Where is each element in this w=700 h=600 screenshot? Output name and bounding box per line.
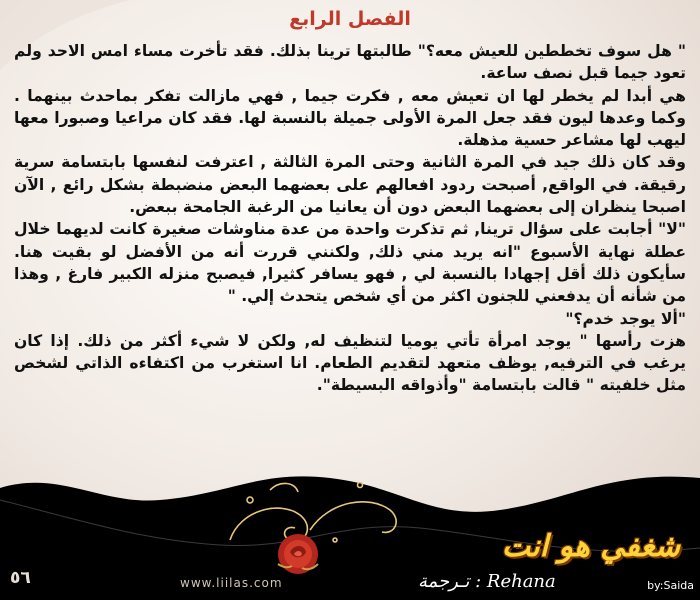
site-url[interactable]: www.liilas.com xyxy=(180,576,283,590)
chapter-title: الفصل الرابع xyxy=(289,8,411,30)
translator-credit: Rehana : تـرجمة xyxy=(418,571,556,592)
author-byline: by:Saida xyxy=(647,579,694,592)
paragraph: هي أبدا لم يخطر لها ان تعيش معه , فكرت جيما , فهي مازالت تفكر بماحدث بينهما . وكما وعدها ليون فقد جعل المرة الأولى جميلة بالنسبة لها. فقد كان مراعيا وصبورا معها ليهب لها مشاعر حسية مذهلة. xyxy=(14,86,686,150)
paragraph: "ألا يوجد خدم؟" xyxy=(565,309,686,328)
paragraph: "لا" أجابت على سؤال ترينا, ثم تذكرت واحدة من عدة مناوشات صغيرة كانت لديهما خلال عطلة نهاية الأسبوع "انه يريد مني ذلك, ولكنني قررت أنه من الأفضل لو بقيت هنا. سأيكون ذلك أقل إجهادا بالنسبة لي , فهو يسافر كثيرا, فيصبح منزله الكبير فارغ , وهذا من شأنه أن يدفعني للجنون اكثر من أي شخص يتحدث إلي. " xyxy=(14,220,686,306)
paragraph: " هل سوف تخططين للعيش معه؟" طالبتها ترينا بذلك. فقد تأخرت مساء امس الاحد ولم تعود جيما قبل نصف ساعة. xyxy=(14,42,686,83)
paragraph: وقد كان ذلك جيد في المرة الثانية وحتى المرة الثالثة , اعترفت لنفسها بابتسامة سرية رقيقة. في الواقع, أصبحت ردود افعالهم على بعضهما البعض منضبطة بشكل رائع , الآن اصبحا ينظران إلى بعضهما البعض دون أن يعانيا من الرغبة الجامحة ببعض. xyxy=(14,153,686,217)
page-number: ٥٦ xyxy=(10,568,31,588)
paragraph: هزت رأسها " يوجد امرأة تأتي يوميا لتنظيف له, ولكن لا شيء أكثر من ذلك. إذا كان يرغب في الترفيه, يوظف متعهد لتقديم الطعام. انا استغرب من اكتفاءه الذاتي لشخص مثل خلفيته " قالت بابتسامة "وأذواقه البسيطة". xyxy=(14,331,686,395)
chapter-body xyxy=(14,40,686,397)
rose-icon xyxy=(268,524,328,584)
book-title-logo: شغفي هو انت xyxy=(501,529,680,564)
